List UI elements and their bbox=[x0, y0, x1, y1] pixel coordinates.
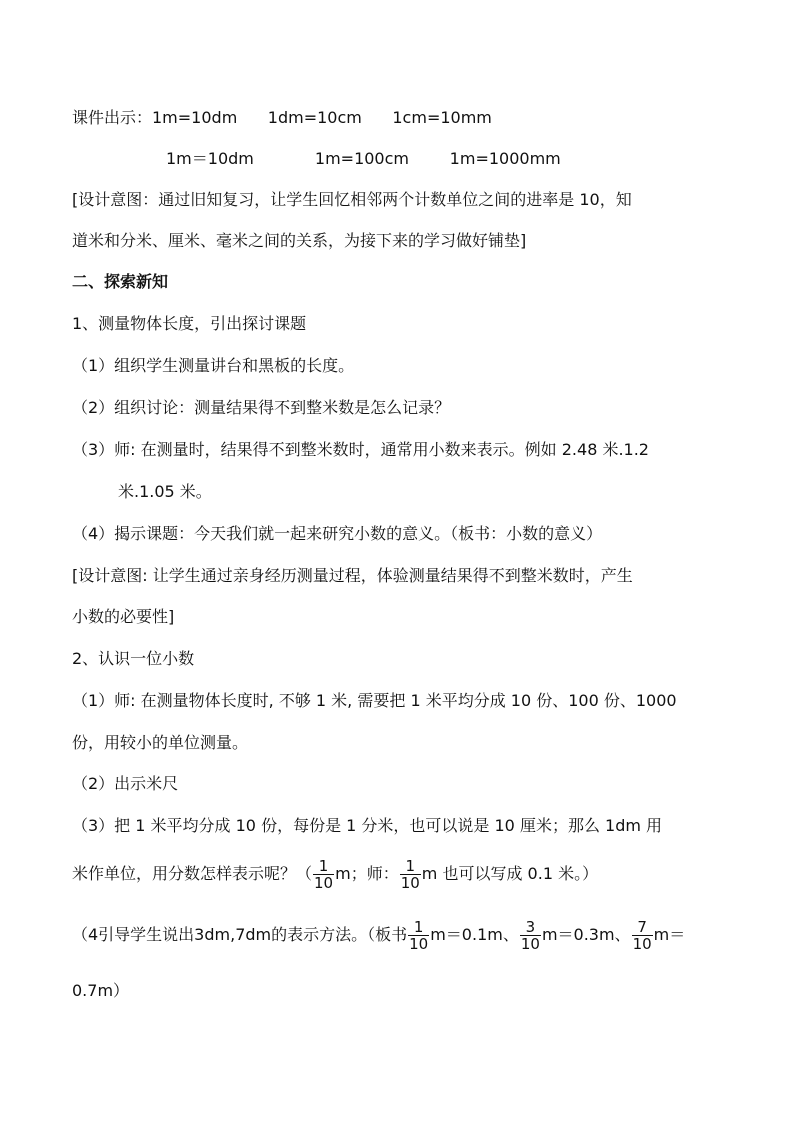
fraction-numerator: 1 bbox=[405, 857, 416, 875]
text-line-13: 小数的必要性] bbox=[72, 607, 175, 626]
text-segment: m＝0.1m、 bbox=[430, 925, 519, 944]
fraction-denominator: 10 bbox=[520, 935, 540, 953]
fraction-denominator: 10 bbox=[409, 935, 429, 953]
text-segment: （4引导学生说出3dm,7dm的表示方法。（板书 bbox=[72, 925, 408, 944]
text-line-15: （1）师: 在测量物体长度时, 不够 1 米, 需要把 1 米平均分成 10 份、100 份、1000 bbox=[72, 691, 677, 710]
fraction-numerator: 7 bbox=[637, 918, 647, 936]
text-line-18: （3）把 1 米平均分成 10 份，每份是 1 分米，也可以说是 10 厘米；那么 1dm 用 bbox=[72, 816, 663, 835]
fraction-1-10 bbox=[400, 858, 421, 891]
fraction-1-10 bbox=[408, 919, 429, 952]
text-line-1: 课件出示：1m=10dm 1dm=10cm 1cm=10mm bbox=[72, 108, 492, 127]
text-line-16: 份，用较小的单位测量。 bbox=[72, 733, 249, 752]
fraction-3-10 bbox=[520, 919, 541, 952]
text-line-21: 0.7m） bbox=[72, 981, 130, 1000]
text-line-20 bbox=[72, 918, 685, 952]
text-line-19 bbox=[72, 857, 598, 891]
fraction-denominator: 10 bbox=[632, 935, 652, 953]
fraction-denominator: 10 bbox=[400, 874, 420, 892]
text-segment: m＝0.3m、 bbox=[541, 925, 631, 944]
fraction-1-10 bbox=[313, 858, 334, 891]
text-line-12: [设计意图: 让学生通过亲身经历测量过程，体验测量结果得不到整米数时，产生 bbox=[72, 566, 633, 585]
text-line-17: （2）出示米尺 bbox=[72, 774, 179, 793]
fraction-numerator: 3 bbox=[525, 918, 536, 936]
fraction-7-10 bbox=[632, 919, 653, 952]
text-line-14: 2、认识一位小数 bbox=[72, 649, 195, 668]
fraction-numerator: 1 bbox=[318, 857, 329, 875]
text-segment: m 也可以写成 0.1 米。） bbox=[421, 864, 599, 883]
fraction-numerator: 1 bbox=[413, 918, 424, 936]
section-heading: 二、探索新知 bbox=[72, 272, 169, 291]
text-segment: m；师： bbox=[335, 864, 399, 883]
text-segment: m＝ bbox=[653, 925, 686, 944]
text-line-8: （2）组织讨论：测量结果得不到整米数是怎么记录？ bbox=[72, 398, 451, 417]
text-line-2: 1m＝10dm 1m=100cm 1m=1000mm bbox=[166, 149, 561, 168]
text-line-9: （3）师: 在测量时，结果得不到整米数时，通常用小数来表示。例如 2.48 米.1.2 bbox=[72, 440, 649, 459]
text-line-4: 道米和分米、厘米、毫米之间的关系，为接下来的学习做好铺垫] bbox=[72, 231, 527, 250]
text-line-6: 1、测量物体长度，引出探讨课题 bbox=[72, 314, 307, 333]
text-segment: 米作单位，用分数怎样表示呢？（ bbox=[72, 864, 313, 883]
text-line-11: （4）揭示课题：今天我们就一起来研究小数的意义。（板书：小数的意义） bbox=[72, 524, 603, 543]
text-line-7: （1）组织学生测量讲台和黑板的长度。 bbox=[72, 356, 355, 375]
fraction-denominator: 10 bbox=[314, 874, 334, 892]
text-line-3: [设计意图：通过旧知复习，让学生回忆相邻两个计数单位之间的进率是 10，知 bbox=[72, 190, 632, 209]
text-line-10: 米.1.05 米。 bbox=[118, 482, 212, 501]
